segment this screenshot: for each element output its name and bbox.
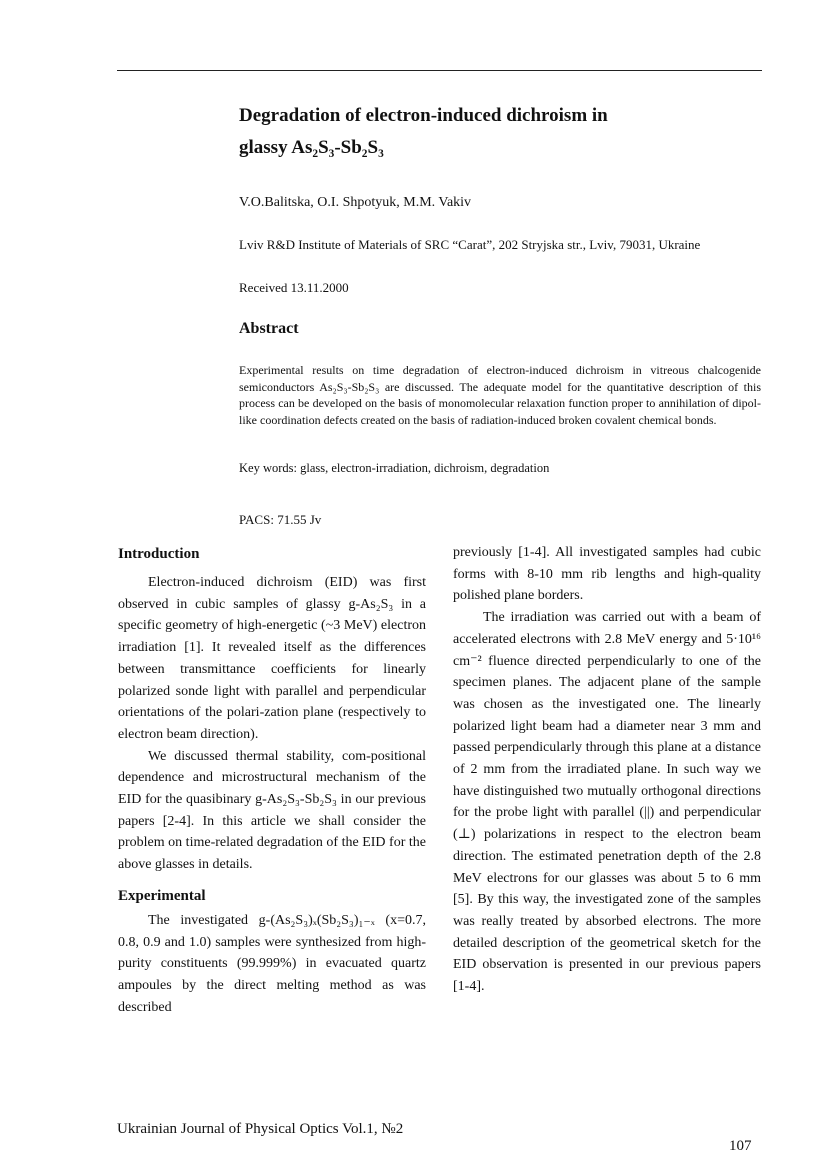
intro-paragraph-1: Electron-induced dichroism (EID) was first observed in cubic samples of glassy g-As₂S₃ in a specific geometry of high-energetic (~3 MeV) electron irradiation [1]. It revealed itself as the differences between transmittance coefficients for linearly polarized sonde light with parallel and perpendicular orientations of the polari-zation plane (respectively to electron beam direction). [118,575,426,742]
journal-footer: Ukrainian Journal of Physical Optics Vol.1, №2 [117,1121,404,1137]
article-title [239,100,759,164]
experimental-paragraph-continued: previously [1-4]. All investigated samples had cubic forms with 8-10 mm rib lengths and high-quality polished plane borders. [453,545,761,604]
header-rule [117,70,762,71]
keywords: Key words: glass, electron-irradiation, dichroism, degradation [239,461,550,475]
right-column [453,542,761,998]
title-line-1: Degradation of electron-induced dichroism in [239,105,608,126]
intro-paragraph-2: We discussed thermal stability, com-positional dependence and microstructural mechanism of the EID for the quasibinary g-As₂S₃-Sb₂S₃ in our previous papers [2-4]. In this article we shall consider the problem on time-related degradation of the EID for the above glasses in details. [118,748,426,873]
experimental-paragraph-1: The investigated g-(As₂S₃)ₓ(Sb₂S₃)₁₋ₓ (x=0.7, 0.8, 0.9 and 1.0) samples were synthesized from high-purity constituents (99.999%) in evacuated quartz ampoules by the direct melting method as was described [118,912,426,1015]
left-column [118,542,426,1018]
experimental-heading: Experimental [118,887,206,904]
affiliation: Lviv R&D Institute of Materials of SRC “Carat”, 202 Stryjska str., Lviv, 79031, Ukraine [239,237,701,252]
abstract-text: Experimental results on time degradation of electron-induced dichroism in vitreous chalcogenide semiconductors As₂S₃-Sb₂S₃ are discussed. The adequate model for the quantitative description of this process can be developed on the basis of monomolecular relaxation function proper to annihilation of dipol-like coordination defects created on the basis of radiation-induced broken covalent chemical bonds. [239,363,761,427]
received-date: Received 13.11.2000 [239,280,349,295]
page-number: 107 [729,1138,752,1154]
abstract-heading: Abstract [239,320,299,337]
introduction-heading: Introduction [118,546,200,562]
title-line-2: glassy As₂S₃-Sb₂S₃ [239,137,384,158]
pacs-code: PACS: 71.55 Jv [239,512,322,527]
authors: V.O.Balitska, O.I. Shpotyuk, M.M. Vakiv [239,195,472,210]
experimental-paragraph-2: The irradiation was carried out with a beam of accelerated electrons with 2.8 MeV energy and 5·10¹⁶ cm⁻² fluence directed perpendicularly to one of the specimen planes. The adjacent plane of the sample was chosen as the investigated one. The linearly polarized light beam had a diameter near 3 mm and passed perpendicularly through this plane at a distance of 2 mm from the irradiated plane. In such way we have distinguished two mutually orthogonal directions for the probe light with parallel (||) and perpendicular (⊥) polarizations in respect to the electron beam direction. The estimated penetration depth of the 2.8 MeV electrons for our glasses was about 5 to 6 mm [5]. By this way, the investigated zone of the samples was really treated by absorbed electrons. The more detailed description of the geometrical sketch for the EID observation is presented in our previous papers [1-4]. [453,610,761,995]
